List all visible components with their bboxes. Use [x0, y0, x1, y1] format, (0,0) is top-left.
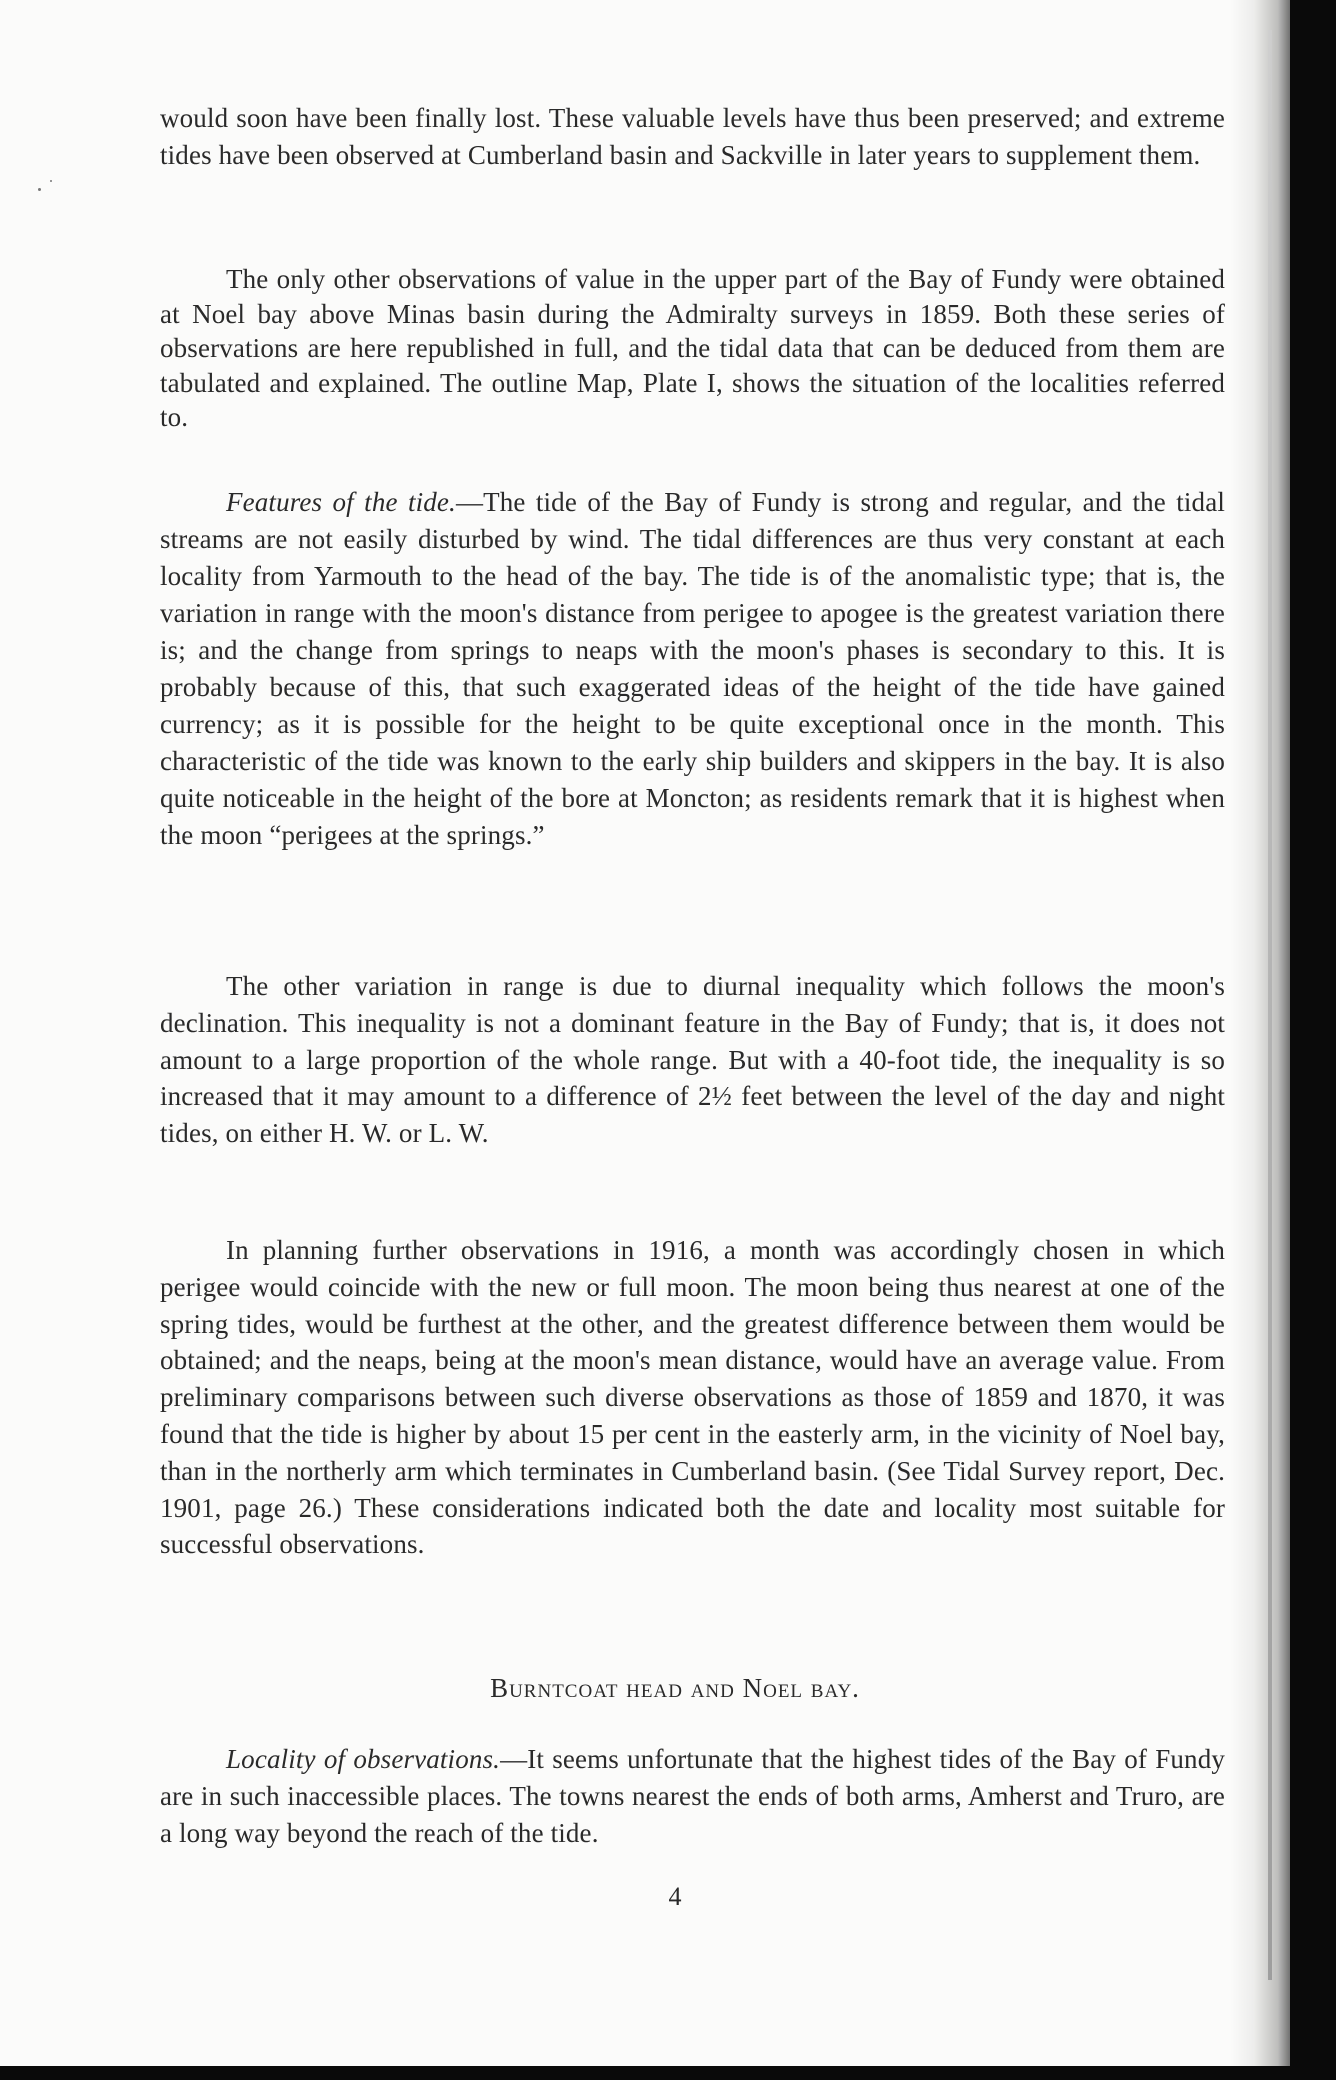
page-number: 4 — [668, 1882, 682, 1911]
scan-speck — [38, 188, 41, 191]
paragraph-6-text: —It seems unfortunate that the highest tides of the Bay of Fundy are in such inaccessible places. The towns nearest the ends of both arms, Amherst and Truro, are a long way beyond the reach of the tide. — [160, 1744, 1226, 1848]
paragraph-1 — [160, 100, 1225, 174]
paragraph-2-text: The only other observations of value in the upper part of the Bay of Fundy were obtained at Noel bay above Minas basin during the Admiralty surveys in 1859. Both these series of observations are here republished in full, and the tidal data that can be deduced from them are tabulated and explained. The outline Map, Plate I, shows the situation of the localities referred to. — [160, 264, 1225, 432]
paragraph-3-lead: Features of the tide. — [226, 487, 456, 517]
paragraph-4 — [160, 968, 1225, 1152]
paragraph-1-text: would soon have been finally lost. These valuable levels have thus been preserved; and extreme tides have been observed at Cumberland basin and Sackville in later years to supplement them. — [160, 103, 1225, 170]
paragraph-4-text: The other variation in range is due to diurnal inequality which follows the moon's declination. This inequality is not a dominant feature in the Bay of Fundy; that is, it does not amount to a large proportion of the whole range. But with a 40-foot tide, the inequality is so increased that it may amount to a difference of 2½ feet between the level of the day and night tides, on either H. W. or L. W. — [160, 971, 1225, 1149]
paragraph-6-lead: Locality of observations. — [226, 1744, 501, 1774]
paragraph-2 — [160, 262, 1225, 435]
scan-speck — [50, 180, 52, 182]
page-shadow — [1230, 0, 1290, 2066]
paragraph-6 — [160, 1741, 1225, 1851]
paragraph-5 — [160, 1232, 1225, 1563]
paragraph-3 — [160, 484, 1225, 854]
paragraph-3-text: —The tide of the Bay of Fundy is strong and regular, and the tidal streams are not easily disturbed by wind. The tidal differences are thus very constant at each locality from Yarmouth to the head of the bay. The tide is of the anomalistic type; that is, the variation in range with the moon's distance from perigee to apogee is the greatest variation there is; and the change from springs to neaps with the moon's phases is secondary to this. It is probably because of this, that such exaggerated ideas of the height of the tide have gained currency; as it is possible for the height to be quite exceptional once in the month. This characteristic of the tide was known to the early ship builders and skippers in the bay. It is also quite noticeable in the height of the bore at Moncton; as residents remark that it is highest when the moon “perigees at the springs.” — [160, 487, 1225, 850]
section-heading: Burntcoat head and Noel bay. — [490, 1673, 860, 1703]
paragraph-5-text: In planning further observations in 1916, a month was accordingly chosen in which perigee would coincide with the new or full moon. The moon being thus nearest at one of the spring tides, would be furthest at the other, and the greatest difference between them would be obtained; and the neaps, being at the moon's mean distance, would have an average value. From preliminary comparisons between such diverse observations as those of 1859 and 1870, it was found that the tide is higher by about 15 per cent in the easterly arm, in the vicinity of Noel bay, than in the northerly arm which terminates in Cumberland basin. (See Tidal Survey report, Dec. 1901, page 26.) These considerations indicated both the date and locality most suitable for successful observations. — [160, 1235, 1225, 1560]
